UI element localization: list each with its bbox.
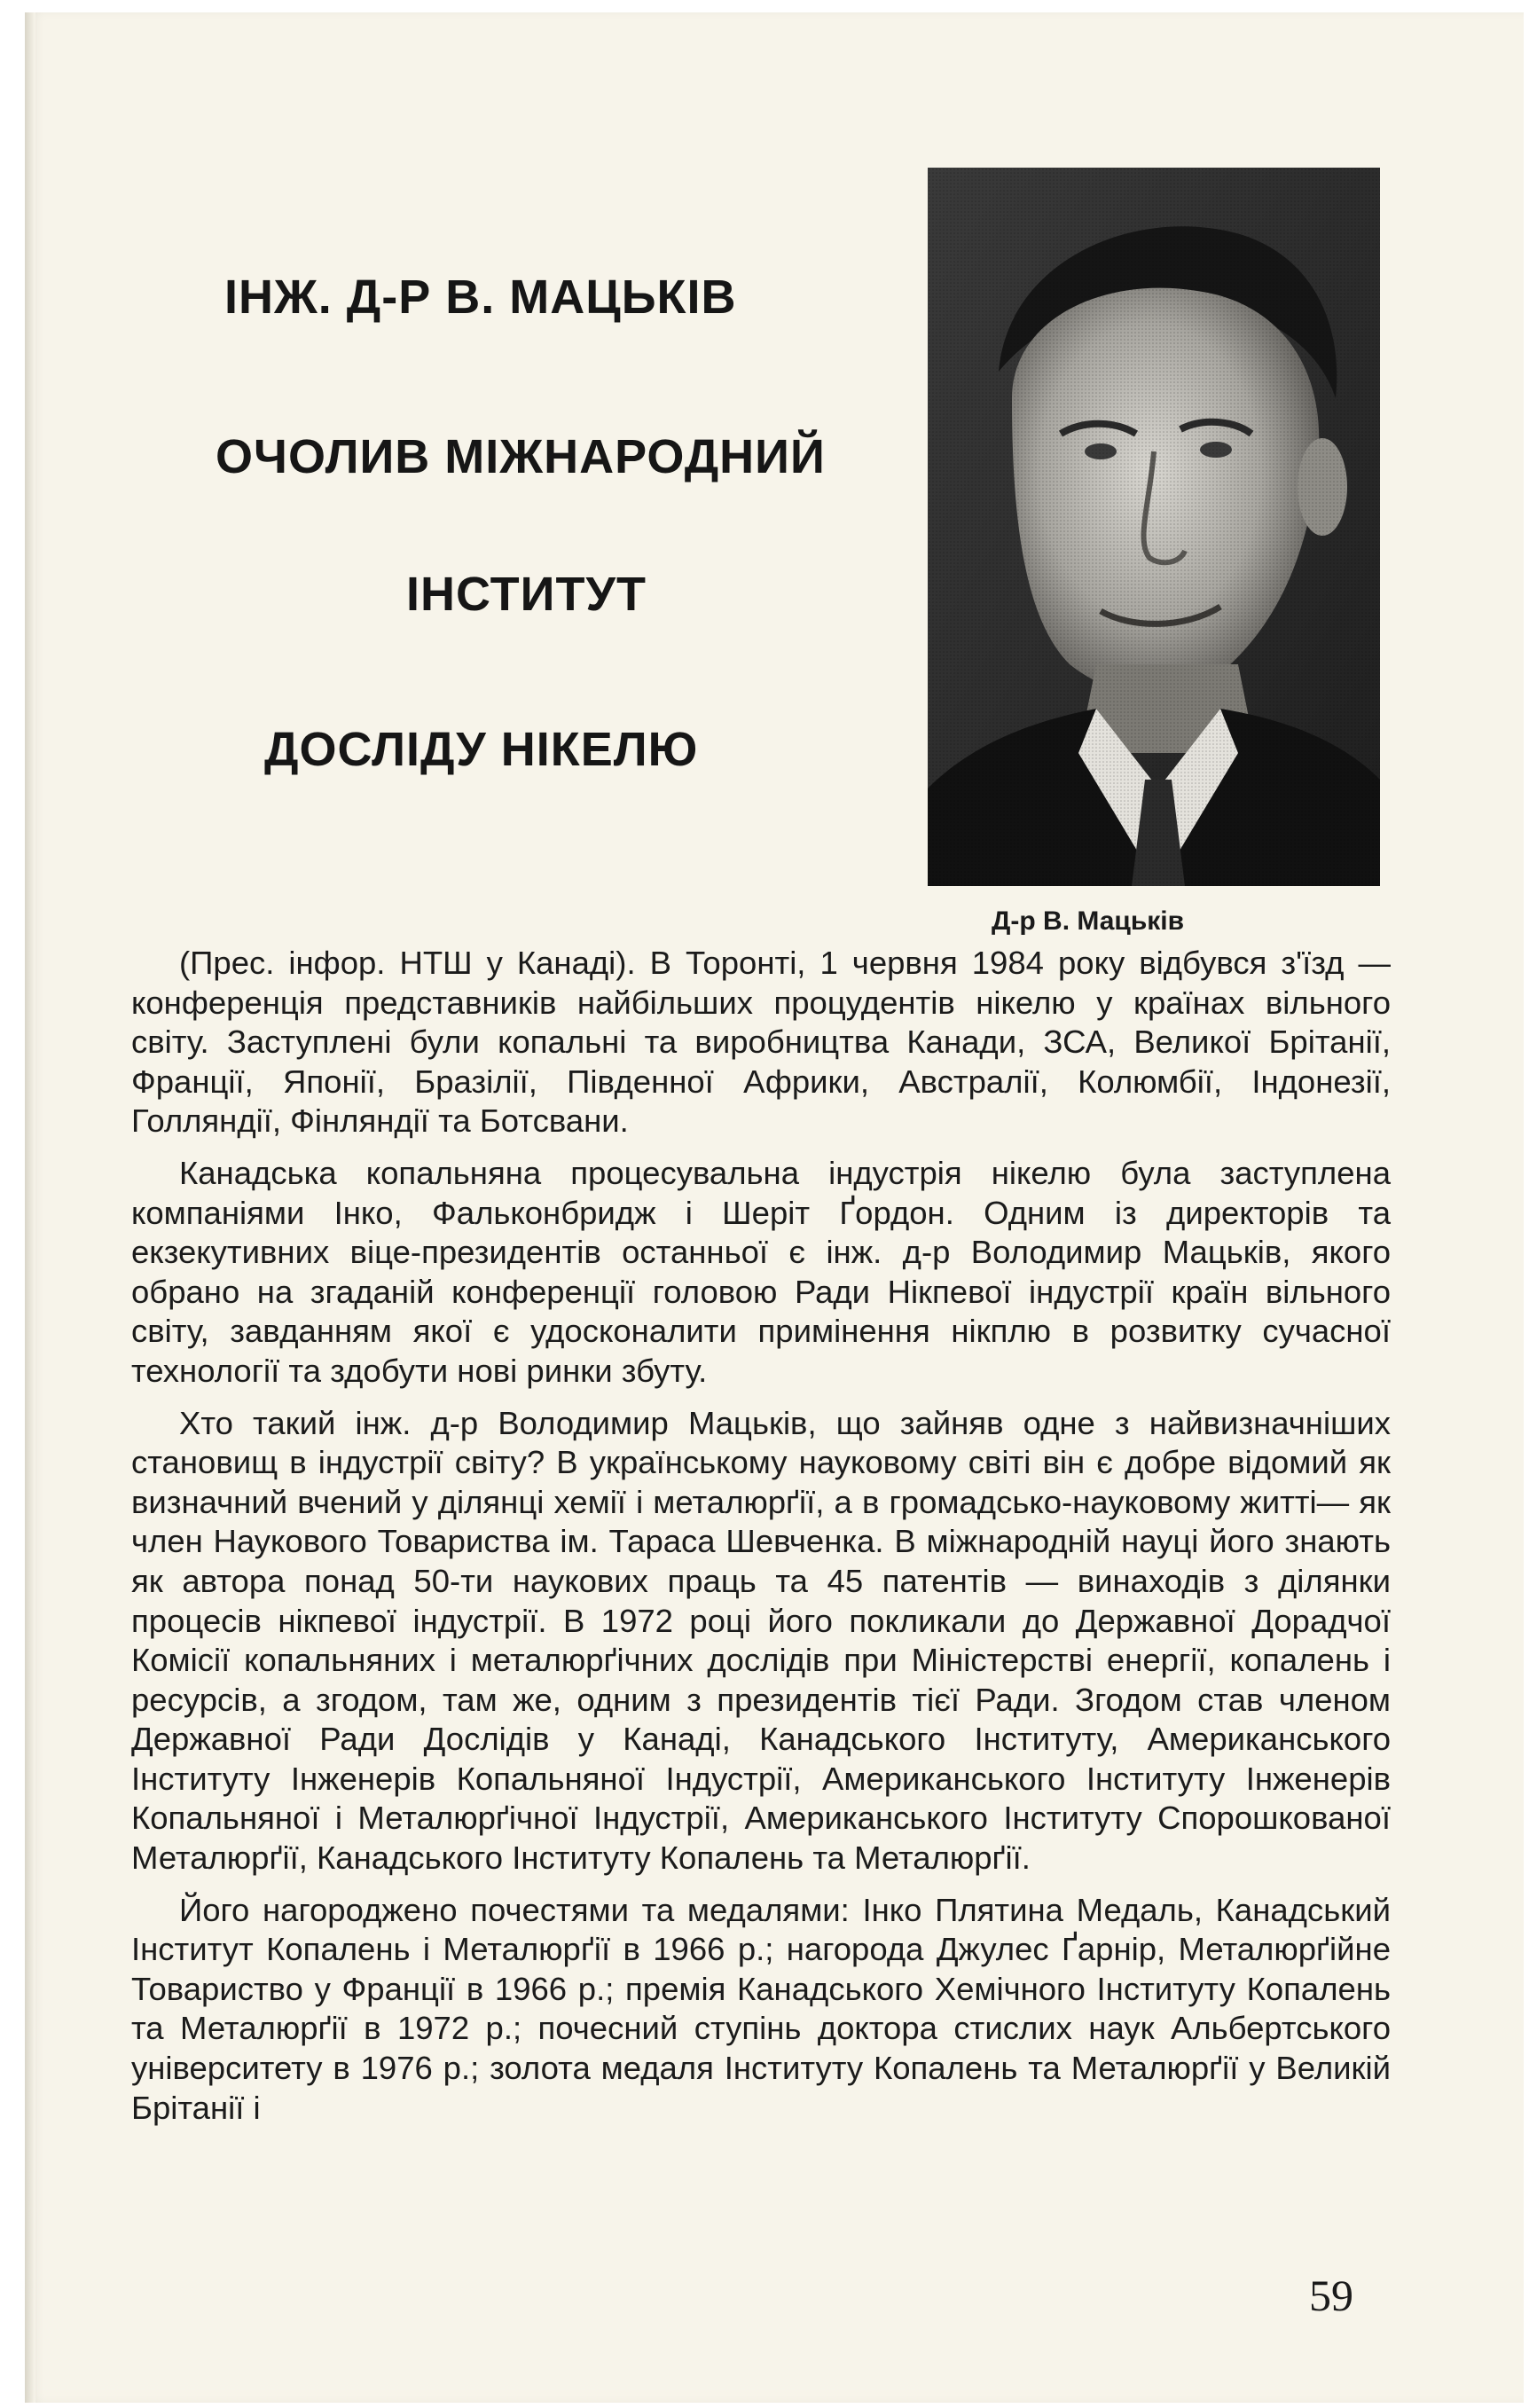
article-paragraph-4: Його нагороджено почестями та медалями: Інко Плятина Медаль, Канадський Інститут Копалень і Металюрґії в 1966 р.; нагорода Джулес Ґарнір, Металюрґійне Товариство у Франції в 1966 р.; премія Канадського Хемічного Інституту Копалень та Металюрґії в 1972 р.; почесний ступінь доктора стислих наук Альбертського університету в 1976 р.; золота медаля Інституту Копалень та Металюрґії у Великій Брітанії і bbox=[131, 1891, 1391, 2126]
portrait-illustration bbox=[928, 168, 1380, 886]
article-paragraph-3: Хто такий інж. д-р Володимир Мацьків, що зайняв одне з найвизначніших становищ в індустрії світу? В українському науковому світі він є добре відомий як визначний вчений у ділянці хемії і металюрґії, а в громадсько-науковому житті— як член Наукового Товариства ім. Тараса Шевченка. В міжнародній науці його знають як автора понад 50-ти наукових праць та 45 патентів — винаходів з ділянки процесів нікпевої індустрії. В 1972 році його покликали до Державної Дорадчої Комісії копальняних і металюрґічних дослідів при Міністерстві енергії, копалень і ресурсів, а згодом, там же, одним з президентів тієї Ради. Згодом став членом Державної Ради Дослідів у Канаді, Канадського Інституту, Американського Інституту Інженерів Копальняної Індустрії, Американського Інституту Інженерів Копальняної і Металюрґічної Індустрії, Американського Інституту Спорошкованої Металюрґії, Канадського Інституту Копалень та Металюрґії. bbox=[131, 1404, 1391, 1877]
article-body bbox=[131, 944, 1391, 2140]
page-number: 59 bbox=[1309, 2271, 1353, 2320]
portrait-photo bbox=[928, 168, 1380, 886]
title-line-2: ОЧОЛИВ МІЖНАРОДНИЙ bbox=[216, 430, 826, 483]
title-line-3: ІНСТИТУТ bbox=[406, 568, 647, 621]
article-paragraph-2: Канадська копальняна процесувальна індустрія нікелю була заступлена компаніями Інко, Фальконбридж і Шеріт Ґордон. Одним із директорів та екзекутивних віце-президентів останньої є інж. д-р Володимир Мацьків, якого обрано на згаданій конференції головою Ради Нікпевої індустрії країн вільного світу, завданням якої є удосконалити примінення нікплю в розвитку сучасної технології та здобути нові ринки збуту. bbox=[131, 1154, 1391, 1389]
document-page bbox=[25, 12, 1524, 2403]
scan-edge bbox=[25, 12, 35, 2403]
photo-caption: Д-р В. Мацьків bbox=[992, 906, 1185, 936]
title-line-1: ІНЖ. Д-Р В. МАЦЬКІВ bbox=[224, 271, 737, 324]
article-paragraph-1: (Прес. інфор. НТШ у Канаді). В Торонті, 1 червня 1984 року відбувся з'їзд — конференція представників найбільших процудентів нікелю у країнах вільного світу. Заступлені були копальні та виробництва Канади, ЗСА, Великої Брітанії, Франції, Японії, Бразілії, Південної Африки, Австралії, Колюмбії, Індонезії, Голляндії, Фінляндії та Ботсвани. bbox=[131, 945, 1391, 1140]
title-line-4: ДОСЛІДУ НІКЕЛЮ bbox=[264, 723, 699, 776]
